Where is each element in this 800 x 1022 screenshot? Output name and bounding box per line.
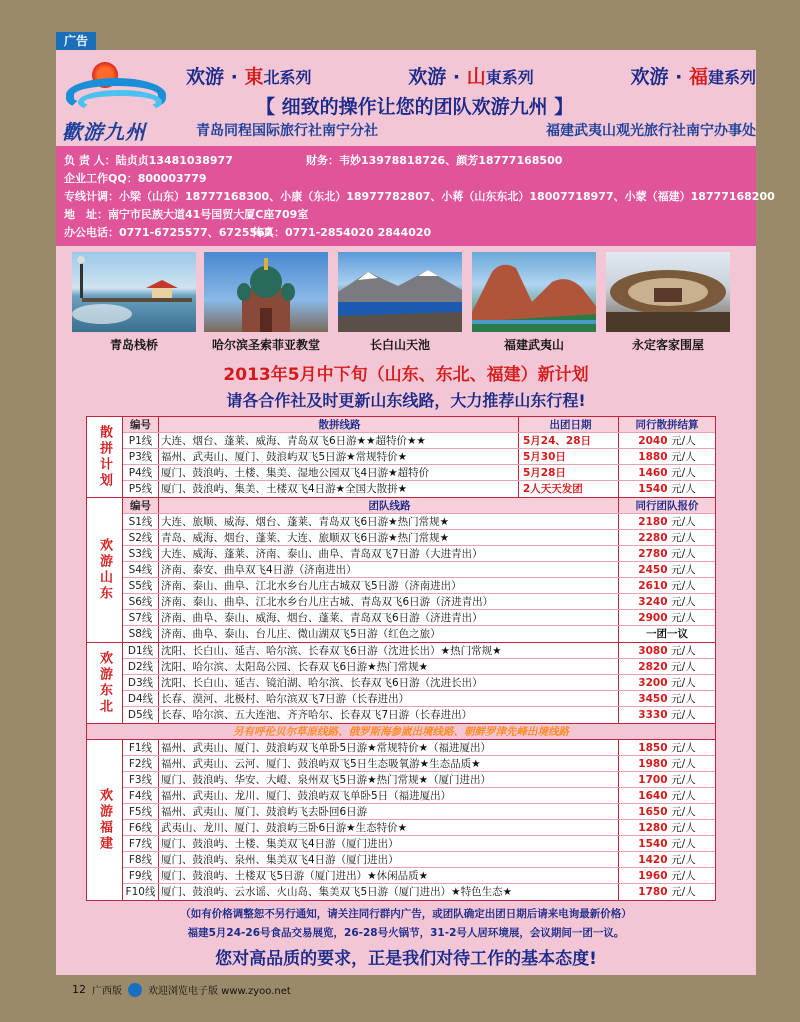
table-row: D3线 沈阳、长白山、延吉、镜泊湖、哈尔滨、长春双飞6日游（沈进长出） 3200 元/人	[123, 675, 715, 691]
hotlines: 专线计调：小梁（山东）18777168300、小康（东北）18977782807、小蒋（山东东北）18007718977、小蒙（福建）18777168200	[64, 190, 775, 203]
table-row: S6线 济南、泰山、曲阜、江北水乡台儿庄古城、青岛双飞6日游（济进青出） 3240 元/人	[123, 594, 715, 610]
ad-page	[56, 50, 775, 975]
table-row: S2线 青岛、威海、烟台、蓬莱、大连、旅顺双飞6日游★热门常规★ 2280 元/人	[123, 530, 715, 546]
table-row: F4线 福州、武夷山、龙川、厦门、鼓浪屿双飞单卧5日（福进厦出） 1640 元/人	[123, 788, 715, 804]
series-row	[186, 62, 756, 88]
table-row: S3线 大连、威海、蓬莱、济南、泰山、曲阜、青岛双飞7日游（大进青出） 2780 元/人	[123, 546, 715, 562]
header	[56, 50, 756, 146]
address: 地 址：南宁市民族大道41号国贸大厦C座709室	[64, 208, 309, 221]
table-row: F1线 福州、武夷山、厦门、鼓浪屿双飞单卧5日游★常规特价★（福进厦出） 1850 元/人	[123, 740, 715, 756]
contact-strip	[56, 146, 775, 246]
church-image	[204, 252, 328, 332]
table-row: S1线 大连、旅顺、威海、烟台、蓬莱、青岛双飞6日游★热门常规★ 2180 元/人	[123, 514, 715, 530]
agency-right: 福建武夷山观光旅行社南宁办事处	[546, 123, 756, 139]
series-shandong: 欢游 · 山東系列	[408, 66, 534, 88]
photo-caption: 长白山天池	[369, 338, 430, 352]
pier-pavilion-image	[72, 252, 196, 332]
photo-caption: 永定客家围屋	[631, 338, 704, 352]
table-row: P4线 厦门、鼓浪屿、土楼、集美、湿地公园双飞4日游★超特价 5月28日 1460 元/人	[123, 465, 715, 481]
table-row: D2线 沈阳、哈尔滨、太阳岛公园、长春双飞6日游★热门常规★ 2820 元/人	[123, 659, 715, 675]
table-row: D5线 长春、哈尔滨、五大连池、齐齐哈尔、长春双飞7日游（长春进出） 3330 元/人	[123, 707, 715, 723]
table-header: 编号 团队线路 同行团队报价	[123, 498, 715, 514]
table-row: F3线 厦门、鼓浪屿、华安、大嶝、泉州双飞5日游★热门常规★（厦门进出） 1700 元/人	[123, 772, 715, 788]
table-row: F8线 厦门、鼓浪屿、泉州、集美双飞4日游（厦门进出） 1420 元/人	[123, 852, 715, 868]
manager: 负 责 人：陆贞贞13481038977	[64, 154, 233, 167]
logo-text: 歡游九州	[62, 120, 146, 144]
photo-wuyishan	[472, 252, 596, 332]
table-row: D1线 沈阳、长白山、延吉、哈尔滨、长春双飞6日游（沈进长出）★热门常规★ 3080 元/人	[123, 643, 715, 659]
office-phone: 办公电话：0771-6725577、6725567	[64, 226, 273, 239]
series-dongbei: 欢游 · 東北系列	[186, 66, 312, 88]
lake-image	[338, 252, 462, 332]
photo-strip	[56, 252, 756, 358]
main-title: 2013年5月中下旬（山东、东北、福建）新计划	[223, 365, 589, 385]
photo-harbin	[204, 252, 328, 332]
section-group-tours	[87, 417, 715, 498]
table-row: F7线 厦门、鼓浪屿、土楼、集美双飞4日游（厦门进出） 1540 元/人	[123, 836, 715, 852]
agency-left: 青岛同程国际旅行社南宁分社	[196, 123, 378, 139]
agencies	[196, 120, 756, 140]
section-label: 欢游山东	[87, 498, 123, 642]
footer-notes	[56, 906, 756, 940]
section-label: 散拼计划	[87, 417, 123, 497]
table-row: F2线 福州、武夷山、云河、厦门、鼓浪屿双飞5日生态吸氧游★生态品质★ 1980 元/人	[123, 756, 715, 772]
photo-caption: 青岛栈桥	[109, 338, 158, 352]
sub-title: 请各合作社及时更新山东线路，大力推荐山东行程!	[226, 391, 586, 410]
table-row: D4线 长春、漠河、北极村、哈尔滨双飞7日游（长春进出） 3450 元/人	[123, 691, 715, 707]
photo-caption: 福建武夷山	[503, 338, 564, 352]
section-label: 欢游福建	[87, 740, 123, 900]
mountain-image	[472, 252, 596, 332]
tulou-image	[606, 252, 730, 332]
table-row: F10线 厦门、鼓浪屿、云水谣、火山岛、集美双飞5日游（厦门进出）★特色生态★ 1780 元/人	[123, 884, 715, 900]
dongbei-note: 另有呼伦贝尔草原线路、俄罗斯海参崴出境线路、朝鲜罗津先峰出境线路	[87, 723, 715, 739]
table-row: P5线 厦门、鼓浪屿、集美、土楼双飞4日游★全国大散拼★ 2人天天发团 1540 元/人	[123, 481, 715, 497]
fax: 传真：0771-2854020 2844020	[252, 226, 432, 239]
itinerary-table	[86, 416, 716, 901]
table-row: F5线 福州、武夷山、厦门、鼓浪屿飞去卧回6日游 1650 元/人	[123, 804, 715, 820]
slogan: 【 细致的操作让您的团队欢游九州 】	[256, 96, 574, 118]
page-footer	[72, 982, 291, 997]
series-fujian: 欢游 · 福建系列	[630, 66, 756, 88]
table-row: S5线 济南、泰山、曲阜、江北水乡台儿庄古城双飞5日游（济南进出） 2610 元/人	[123, 578, 715, 594]
section-label: 欢游东北	[87, 643, 123, 723]
wave-icon-inner	[78, 90, 162, 114]
section-fujian	[87, 740, 715, 900]
qq: 企业工作QQ：800003779	[64, 172, 207, 185]
section-shandong	[87, 498, 715, 643]
closing-slogan: 您对高品质的要求，正是我们对待工作的基本态度!	[215, 949, 597, 969]
publisher-logo-icon	[128, 983, 142, 997]
event-notice: 福建5月24-26号食品交易展览，26-28号火锅节，31-2号人居环境展，会议期间一团一议。	[187, 927, 625, 939]
edition-label: 广西版	[92, 986, 122, 997]
table-row: F6线 武夷山、龙川、厦门、鼓浪屿三卧6日游★生态特价★ 1280 元/人	[123, 820, 715, 836]
table-row: S4线 济南、泰安、曲阜双飞4日游（济南进出） 2450 元/人	[123, 562, 715, 578]
photo-changbaishan	[338, 252, 462, 332]
page-number: 12	[72, 983, 86, 996]
table-row: F9线 厦门、鼓浪屿、土楼双飞5日游（厦门进出）★休闲品质★ 1960 元/人	[123, 868, 715, 884]
photo-caption: 哈尔滨圣索菲亚教堂	[211, 338, 320, 352]
website-link[interactable]: 欢迎浏览电子版 www.zyoo.net	[148, 986, 291, 997]
photo-qingdao	[72, 252, 196, 332]
logo	[60, 56, 176, 142]
photo-tulou	[606, 252, 730, 332]
table-header: 编号 散拼线路 出团日期 同行散拼结算	[123, 417, 715, 433]
table-row: P3线 福州、武夷山、厦门、鼓浪屿双飞5日游★常规特价★ 5月30日 1880 元/人	[123, 449, 715, 465]
table-row: S7线 济南、曲阜、泰山、威海、烟台、蓬莱、青岛双飞6日游（济进青出） 2900 元/人	[123, 610, 715, 626]
finance: 财务：韦妙13978818726、颜芳18777168500	[306, 154, 563, 167]
section-dongbei	[87, 643, 715, 740]
table-row: P1线 大连、烟台、蓬莱、威海、青岛双飞6日游★★超特价★★ 5月24、28日 2040 元/人	[123, 433, 715, 449]
price-notice: （如有价格调整恕不另行通知，请关注同行群内广告，或团队确定出团日期后请来电询最新价格）	[180, 908, 632, 920]
table-row: S8线 济南、曲阜、泰山、台儿庄、微山湖双飞5日游（红色之旅） 一团一议	[123, 626, 715, 642]
ad-tag: 广告	[56, 32, 96, 50]
